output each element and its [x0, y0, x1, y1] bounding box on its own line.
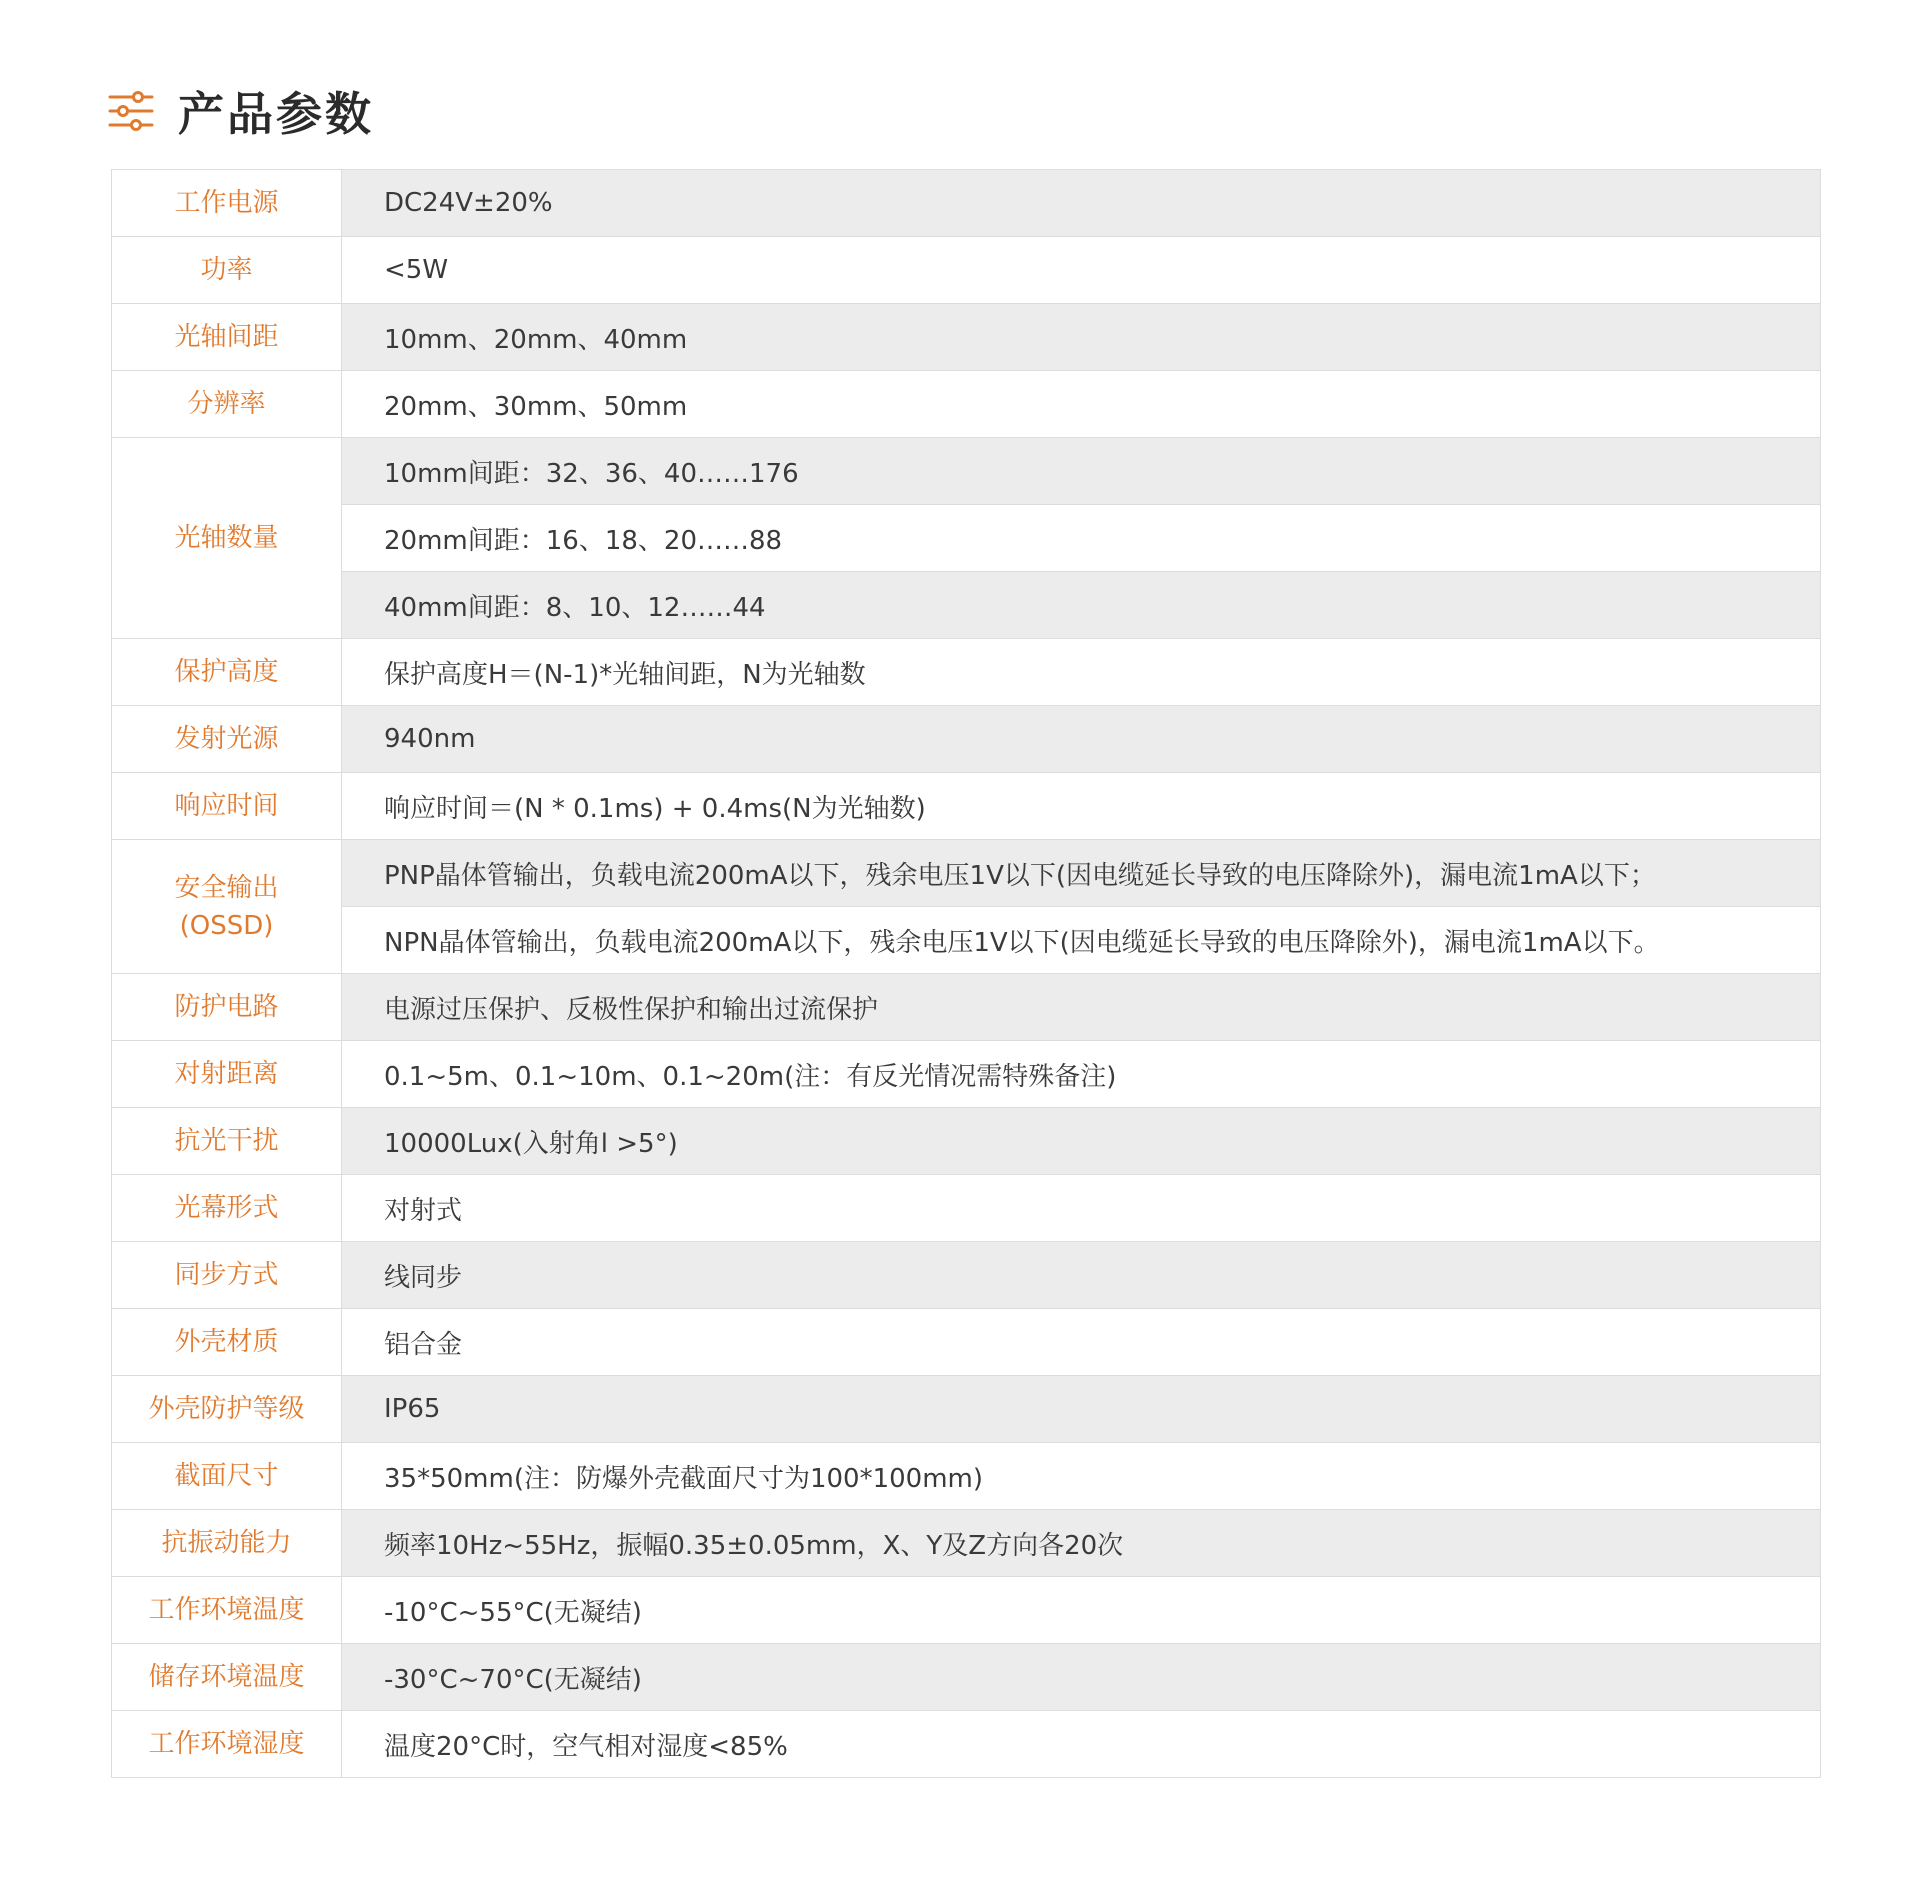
- table-row: [112, 773, 1821, 840]
- spec-label: 发射光源: [112, 706, 342, 773]
- spec-value: 频率10Hz~55Hz，振幅0.35±0.05mm，X、Y及Z方向各20次: [342, 1510, 1821, 1577]
- spec-label: 安全输出 (OSSD): [112, 840, 342, 974]
- spec-label: 防护电路: [112, 974, 342, 1041]
- spec-label: 光幕形式: [112, 1175, 342, 1242]
- spec-value: 温度20°C时，空气相对湿度<85%: [342, 1711, 1821, 1778]
- section-header: [108, 76, 374, 146]
- sliders-icon: [108, 89, 154, 133]
- spec-value: 10mm间距：32、36、40……176: [342, 438, 1821, 505]
- spec-value: NPN晶体管输出，负载电流200mA以下，残余电压1V以下(因电缆延长导致的电压降除外)，漏电流1mA以下。: [342, 907, 1821, 974]
- spec-value: 保护高度H＝(N-1)*光轴间距，N为光轴数: [342, 639, 1821, 706]
- spec-value: PNP晶体管输出，负载电流200mA以下，残余电压1V以下(因电缆延长导致的电压降除外)，漏电流1mA以下；: [342, 840, 1821, 907]
- spec-label: 功率: [112, 237, 342, 304]
- spec-value: 铝合金: [342, 1309, 1821, 1376]
- spec-label: 截面尺寸: [112, 1443, 342, 1510]
- spec-label: 抗振动能力: [112, 1510, 342, 1577]
- table-row: [112, 1711, 1821, 1778]
- spec-value: 20mm间距：16、18、20……88: [342, 505, 1821, 572]
- spec-value: 20mm、30mm、50mm: [342, 371, 1821, 438]
- table-row: [112, 1510, 1821, 1577]
- spec-label: 工作环境湿度: [112, 1711, 342, 1778]
- spec-table: [111, 169, 1821, 1778]
- spec-value: 电源过压保护、反极性保护和输出过流保护: [342, 974, 1821, 1041]
- table-row: [112, 706, 1821, 773]
- spec-label: 工作环境温度: [112, 1577, 342, 1644]
- spec-label: 外壳防护等级: [112, 1376, 342, 1443]
- spec-value: 0.1~5m、0.1~10m、0.1~20m(注：有反光情况需特殊备注): [342, 1041, 1821, 1108]
- spec-value: IP65: [342, 1376, 1821, 1443]
- table-row: [112, 371, 1821, 438]
- spec-label: 同步方式: [112, 1242, 342, 1309]
- table-row: [112, 505, 1821, 572]
- spec-value: <5W: [342, 237, 1821, 304]
- table-row: [112, 438, 1821, 505]
- spec-label: 储存环境温度: [112, 1644, 342, 1711]
- table-row: [112, 1577, 1821, 1644]
- page-title: 产品参数: [178, 87, 374, 141]
- spec-value: DC24V±20%: [342, 170, 1821, 237]
- spec-label: 外壳材质: [112, 1309, 342, 1376]
- spec-label: 响应时间: [112, 773, 342, 840]
- table-row: [112, 1376, 1821, 1443]
- table-row: [112, 237, 1821, 304]
- spec-value: 线同步: [342, 1242, 1821, 1309]
- table-row: [112, 1041, 1821, 1108]
- spec-label: 分辨率: [112, 371, 342, 438]
- table-row: [112, 639, 1821, 706]
- table-row: [112, 572, 1821, 639]
- spec-value: 10mm、20mm、40mm: [342, 304, 1821, 371]
- spec-value: -10°C~55°C(无凝结): [342, 1577, 1821, 1644]
- spec-value: 对射式: [342, 1175, 1821, 1242]
- spec-value: 10000Lux(入射角l >5°): [342, 1108, 1821, 1175]
- spec-label: 对射距离: [112, 1041, 342, 1108]
- table-row: [112, 1644, 1821, 1711]
- table-row: [112, 170, 1821, 237]
- spec-value: -30°C~70°C(无凝结): [342, 1644, 1821, 1711]
- spec-label: 抗光干扰: [112, 1108, 342, 1175]
- table-row: [112, 1443, 1821, 1510]
- spec-value: 40mm间距：8、10、12……44: [342, 572, 1821, 639]
- spec-value: 940nm: [342, 706, 1821, 773]
- table-row: [112, 1175, 1821, 1242]
- table-row: [112, 974, 1821, 1041]
- spec-label: 光轴数量: [112, 438, 342, 639]
- table-row: [112, 304, 1821, 371]
- table-row: [112, 1108, 1821, 1175]
- spec-label: 工作电源: [112, 170, 342, 237]
- spec-label: 保护高度: [112, 639, 342, 706]
- table-row: [112, 840, 1821, 907]
- table-row: [112, 1242, 1821, 1309]
- spec-label: 光轴间距: [112, 304, 342, 371]
- table-row: [112, 907, 1821, 974]
- spec-value: 35*50mm(注：防爆外壳截面尺寸为100*100mm): [342, 1443, 1821, 1510]
- spec-value: 响应时间＝(N * 0.1ms) + 0.4ms(N为光轴数): [342, 773, 1821, 840]
- table-row: [112, 1309, 1821, 1376]
